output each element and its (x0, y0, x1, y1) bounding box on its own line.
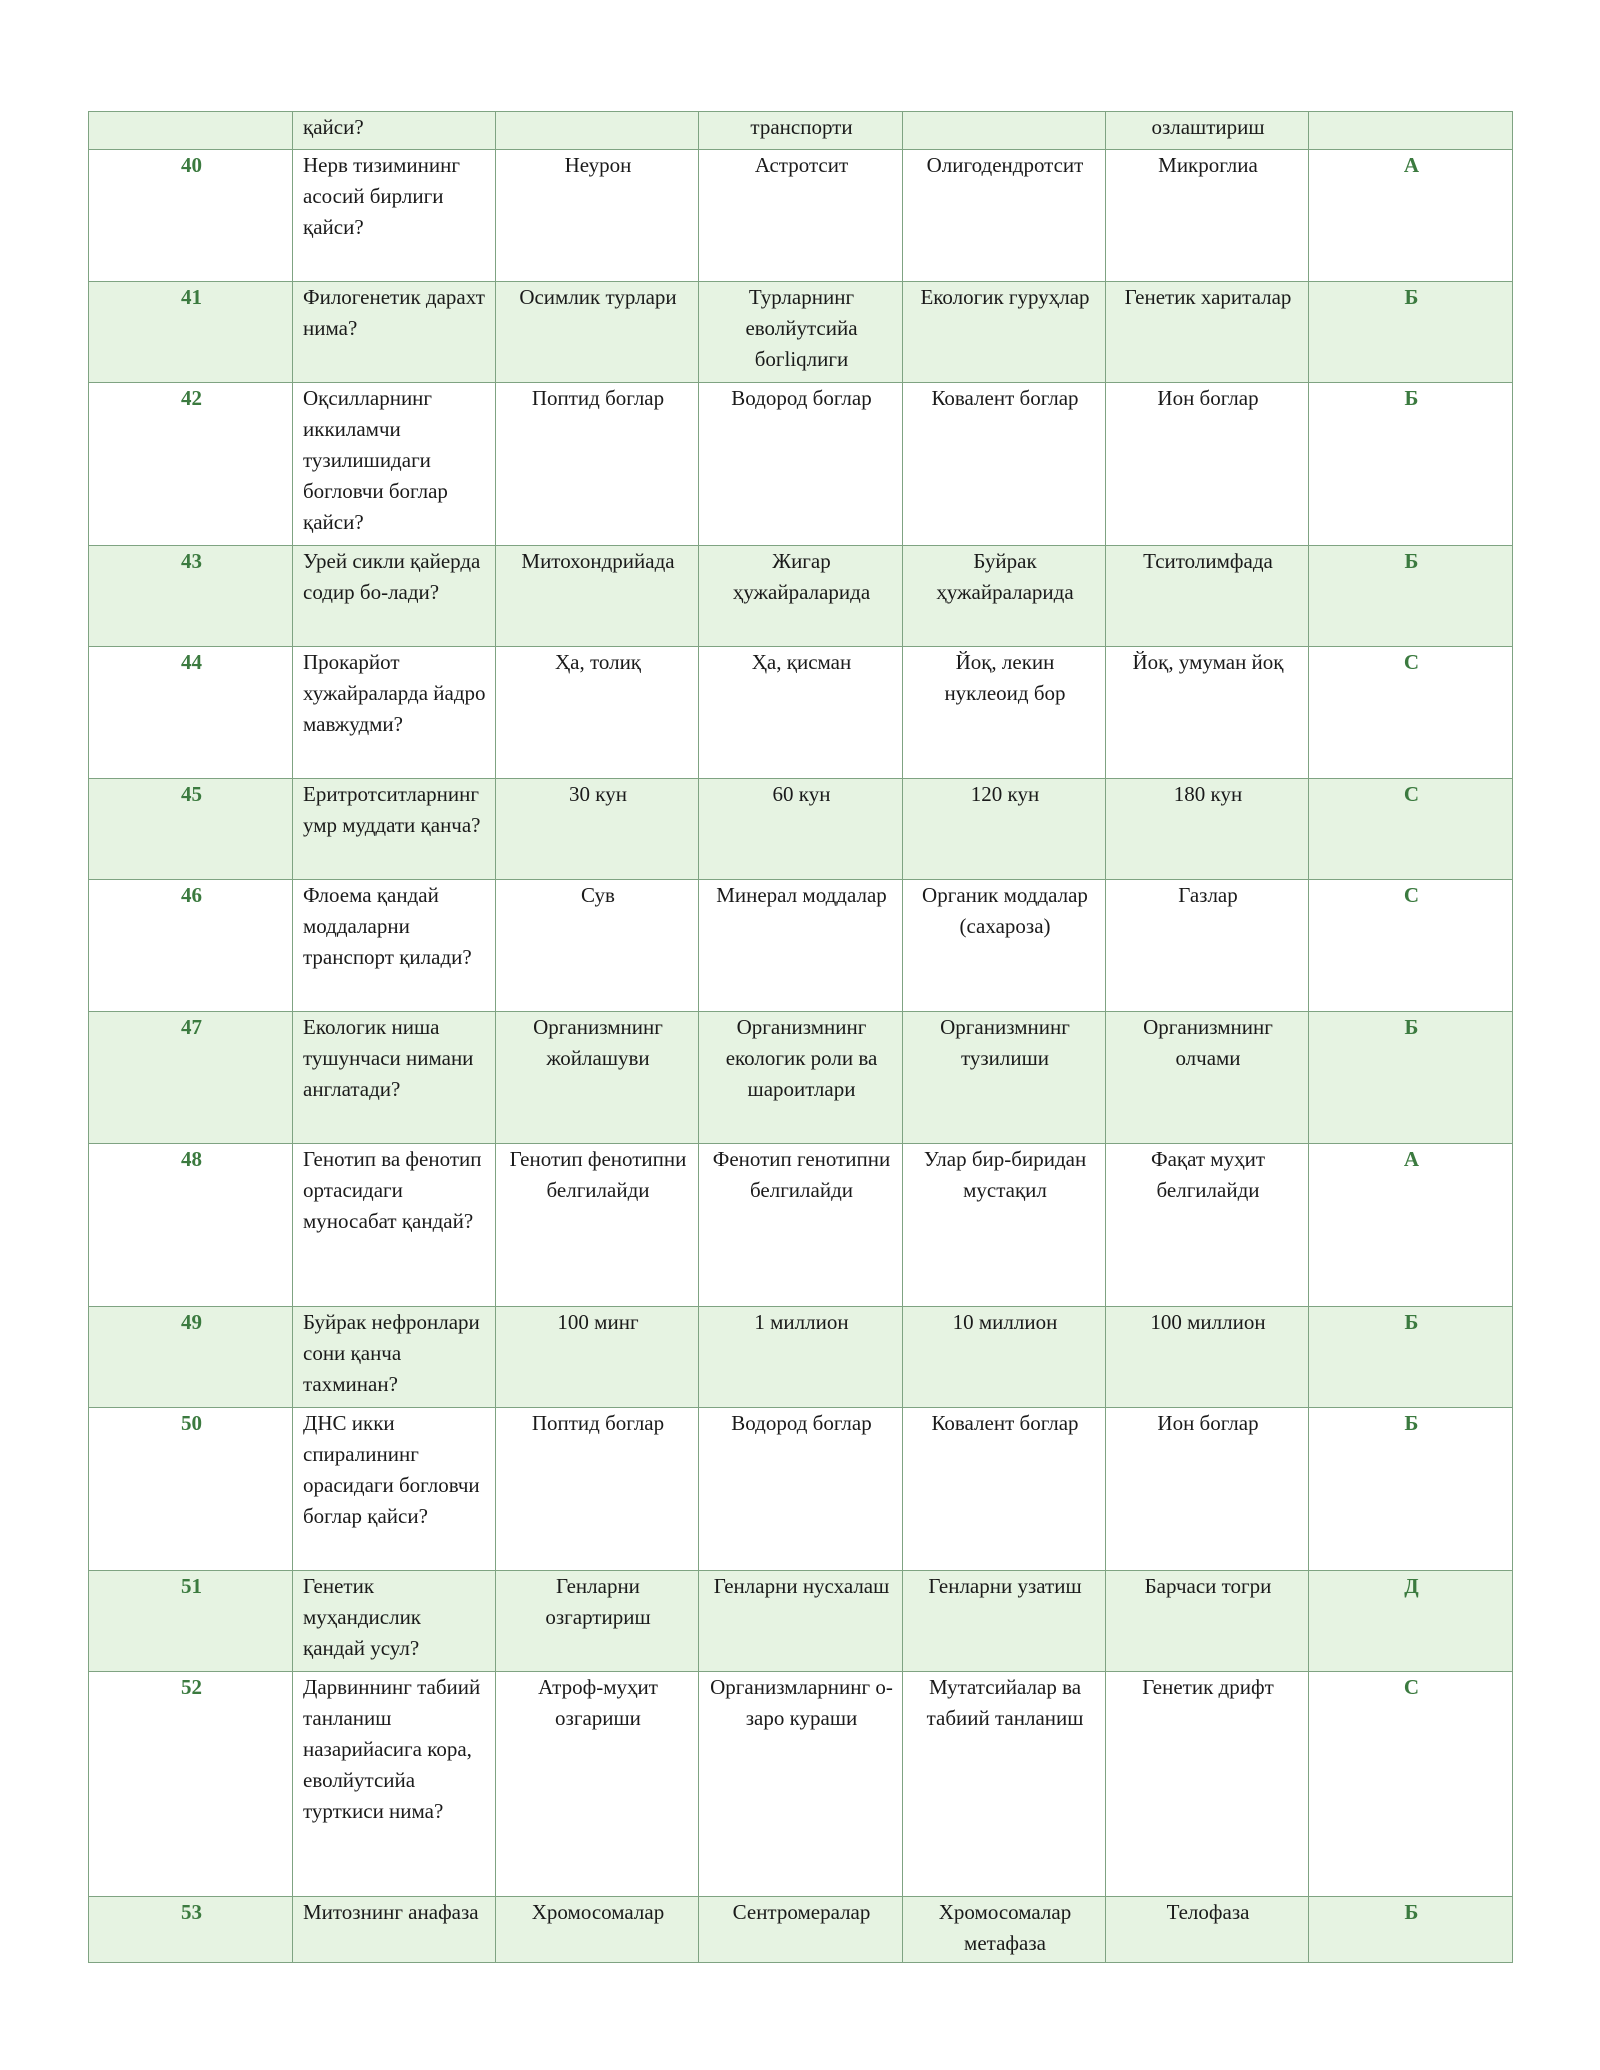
option-a: Митохондрийада (496, 546, 699, 647)
option-b: транспорти (699, 112, 903, 150)
quiz-table (88, 111, 1513, 1963)
option-c: Улар бир-биридан мустақил (903, 1144, 1106, 1307)
question-number: 42 (89, 383, 293, 546)
question-number: 53 (89, 1897, 293, 1963)
question-text: Дарвиннинг табиий танланиш назарийасига кора, еволйутсийа турткиси нима? (293, 1672, 496, 1897)
question-text: Екологик ниша тушунчаси нимани англатади? (293, 1012, 496, 1144)
question-text: Генетик муҳандислик қандай усул? (293, 1571, 496, 1672)
option-b: 1 миллион (699, 1307, 903, 1408)
question-text: Филогенетик дарахт нима? (293, 282, 496, 383)
correct-answer: Б (1309, 282, 1513, 383)
option-c: Ковалент боглар (903, 1408, 1106, 1571)
question-text: Прокарйот хужайраларда йадро мавжудми? (293, 647, 496, 779)
option-b: Минерал моддалар (699, 880, 903, 1012)
option-b: Сентромералар (699, 1897, 903, 1963)
option-a (496, 112, 699, 150)
option-c: 120 кун (903, 779, 1106, 880)
option-d: Барчаси тогри (1106, 1571, 1309, 1672)
option-a: 30 кун (496, 779, 699, 880)
table-row (89, 779, 1513, 880)
table-row (89, 282, 1513, 383)
option-c: 10 миллион (903, 1307, 1106, 1408)
correct-answer: С (1309, 647, 1513, 779)
option-b: Организмларнинг о-заро кураши (699, 1672, 903, 1897)
table-row (89, 383, 1513, 546)
option-d: Ион боглар (1106, 383, 1309, 546)
option-b: Турларнинг еволйутсийа богliqлиги (699, 282, 903, 383)
table-row (89, 546, 1513, 647)
option-a: Генотип фенотипни белгилайди (496, 1144, 699, 1307)
option-c: Олигодендротсит (903, 150, 1106, 282)
option-d: 100 миллион (1106, 1307, 1309, 1408)
question-number: 41 (89, 282, 293, 383)
table-row (89, 1144, 1513, 1307)
option-c: Генларни узатиш (903, 1571, 1106, 1672)
question-number: 47 (89, 1012, 293, 1144)
question-text: Флоема қандай моддаларни транспорт қилади? (293, 880, 496, 1012)
option-b: Водород боглар (699, 383, 903, 546)
option-a: Организмнинг жойлашуви (496, 1012, 699, 1144)
question-text: Генотип ва фенотип ортасидаги муносабат қандай? (293, 1144, 496, 1307)
option-c: Органик моддалар (сахароза) (903, 880, 1106, 1012)
option-a: Ҳа, толиқ (496, 647, 699, 779)
question-number: 48 (89, 1144, 293, 1307)
option-b: Организмнинг екологик роли ва шароитлари (699, 1012, 903, 1144)
correct-answer: Б (1309, 546, 1513, 647)
table-row (89, 1307, 1513, 1408)
correct-answer: А (1309, 150, 1513, 282)
question-number: 45 (89, 779, 293, 880)
question-number: 43 (89, 546, 293, 647)
option-c (903, 112, 1106, 150)
option-b: Жигар ҳужайраларида (699, 546, 903, 647)
table-row (89, 1408, 1513, 1571)
question-number: 52 (89, 1672, 293, 1897)
option-d: Фақат муҳит белгилайди (1106, 1144, 1309, 1307)
question-number: 50 (89, 1408, 293, 1571)
question-number: 44 (89, 647, 293, 779)
question-text: Митознинг анафаза (293, 1897, 496, 1963)
question-number: 46 (89, 880, 293, 1012)
table-row (89, 1897, 1513, 1963)
table-row (89, 1672, 1513, 1897)
correct-answer: А (1309, 1144, 1513, 1307)
quiz-table-body (89, 112, 1513, 1963)
question-number: 40 (89, 150, 293, 282)
option-d: Газлар (1106, 880, 1309, 1012)
question-number: 49 (89, 1307, 293, 1408)
option-c: Хромосомалар метафаза (903, 1897, 1106, 1963)
correct-answer: Б (1309, 1897, 1513, 1963)
table-row (89, 112, 1513, 150)
question-number (89, 112, 293, 150)
correct-answer: С (1309, 1672, 1513, 1897)
table-row (89, 150, 1513, 282)
option-d: Йоқ, умуман йоқ (1106, 647, 1309, 779)
question-text: Урей сикли қайерда содир бо-лади? (293, 546, 496, 647)
option-d: Микроглиа (1106, 150, 1309, 282)
option-c: Организмнинг тузилиши (903, 1012, 1106, 1144)
question-text: Буйрак нефронлари сони қанча тахминан? (293, 1307, 496, 1408)
question-number: 51 (89, 1571, 293, 1672)
option-b: 60 кун (699, 779, 903, 880)
option-d: Генетик хариталар (1106, 282, 1309, 383)
option-a: Генларни озгартириш (496, 1571, 699, 1672)
question-text: ДНС икки спиралининг орасидаги богловчи боглар қайси? (293, 1408, 496, 1571)
option-b: Астротсит (699, 150, 903, 282)
option-d: Генетик дрифт (1106, 1672, 1309, 1897)
question-text: қайси? (293, 112, 496, 150)
option-d: озлаштириш (1106, 112, 1309, 150)
question-text: Оқсилларнинг иккиламчи тузилишидаги богловчи боглар қайси? (293, 383, 496, 546)
option-a: 100 минг (496, 1307, 699, 1408)
correct-answer: Б (1309, 383, 1513, 546)
option-b: Генларни нусхалаш (699, 1571, 903, 1672)
table-row (89, 1012, 1513, 1144)
option-d: Телофаза (1106, 1897, 1309, 1963)
option-a: Осимлик турлари (496, 282, 699, 383)
correct-answer: С (1309, 880, 1513, 1012)
option-d: Ион боглар (1106, 1408, 1309, 1571)
table-row (89, 1571, 1513, 1672)
option-a: Хромосомалар (496, 1897, 699, 1963)
correct-answer: Б (1309, 1012, 1513, 1144)
option-a: Поптид боглар (496, 383, 699, 546)
option-c: Йоқ, лекин нуклеоид бор (903, 647, 1106, 779)
option-a: Неурон (496, 150, 699, 282)
option-b: Фенотип генотипни белгилайди (699, 1144, 903, 1307)
option-c: Буйрак ҳужайраларида (903, 546, 1106, 647)
table-row (89, 880, 1513, 1012)
option-a: Поптид боглар (496, 1408, 699, 1571)
option-d: Организмнинг олчами (1106, 1012, 1309, 1144)
correct-answer (1309, 112, 1513, 150)
correct-answer: С (1309, 779, 1513, 880)
option-b: Водород боглар (699, 1408, 903, 1571)
correct-answer: Б (1309, 1307, 1513, 1408)
option-d: Тситолимфада (1106, 546, 1309, 647)
option-c: Екологик гуруҳлар (903, 282, 1106, 383)
option-a: Атроф-муҳит озгариши (496, 1672, 699, 1897)
option-c: Мутатсийалар ва табиий танланиш (903, 1672, 1106, 1897)
table-row (89, 647, 1513, 779)
correct-answer: Д (1309, 1571, 1513, 1672)
option-a: Сув (496, 880, 699, 1012)
option-c: Ковалент боглар (903, 383, 1106, 546)
option-d: 180 кун (1106, 779, 1309, 880)
question-text: Нерв тизимининг асосий бирлиги қайси? (293, 150, 496, 282)
option-b: Ҳа, қисман (699, 647, 903, 779)
question-text: Еритротситларнинг умр муддати қанча? (293, 779, 496, 880)
correct-answer: Б (1309, 1408, 1513, 1571)
